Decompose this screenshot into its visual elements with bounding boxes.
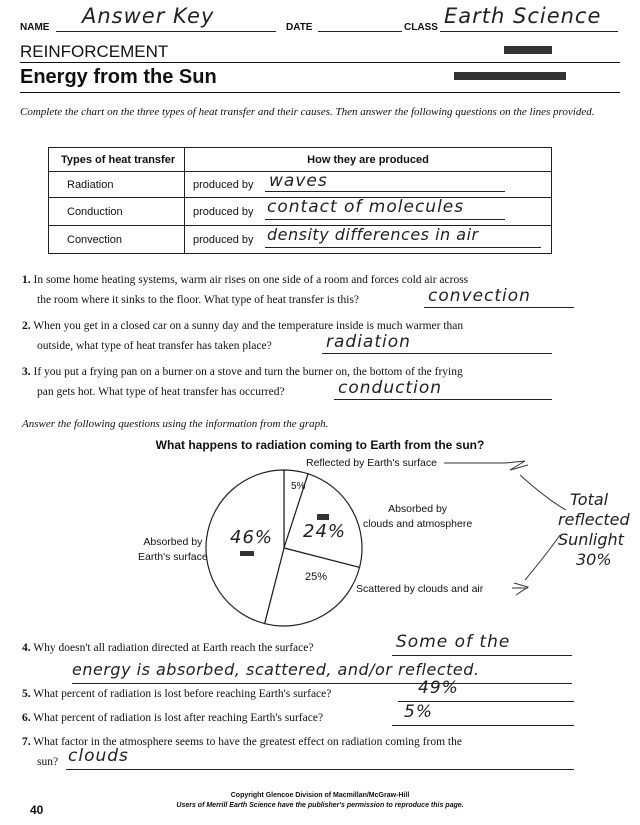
name-field[interactable] — [56, 4, 276, 32]
annotation-total-reflected: Total reflected Sunlight 30% — [558, 490, 630, 569]
question-6: 6. What percent of radiation is lost after reaching Earth's surface? 5% — [22, 712, 622, 724]
produced-by-label: produced by — [193, 233, 254, 246]
answer-value: waves — [269, 171, 328, 191]
answer-value: 5% — [404, 702, 433, 722]
slice-value-scattered: 25% — [305, 571, 328, 583]
question-text: sun? — [37, 756, 59, 768]
answer-value: convection — [428, 286, 531, 306]
answer-field[interactable] — [265, 225, 541, 248]
name-value: Answer Key — [82, 4, 215, 28]
label-absorbed-earth: Absorbed by Earth's surface — [138, 536, 208, 563]
table-cell-produced — [185, 198, 552, 226]
produced-by-label: produced by — [193, 178, 254, 191]
annotation-brace-bottom — [525, 535, 560, 580]
answer-value: conduction — [338, 378, 442, 398]
question-1: 1. In some home heating systems, warm air rises on one side of a room and forces cold air across the room where it sinks to the floor. What type of heat transfer is this? convection — [22, 274, 622, 306]
answer-value: energy is absorbed, scattered, and/or reflected. — [72, 660, 480, 679]
question-text: In some home heating systems, warm air rises on one side of a room and forces cold air across — [33, 274, 469, 286]
redacted-chapter-mark — [504, 46, 552, 54]
question-text: pan gets hot. What type of heat transfer has occurred? — [37, 386, 285, 398]
label-scattered: Scattered by clouds and air — [356, 583, 484, 595]
table-row — [49, 198, 552, 226]
heat-transfer-table — [48, 147, 552, 254]
instructions: Complete the chart on the three types of heat transfer and their causes. Then answer the following questions on the lines provided. — [20, 106, 595, 118]
table-cell-produced — [185, 226, 552, 254]
page-title: Energy from the Sun — [20, 66, 217, 88]
question-5: 5. What percent of radiation is lost before reaching Earth's surface? 49% — [22, 688, 622, 700]
answer-value: density differences in air — [267, 225, 479, 244]
name-label: NAME — [20, 22, 50, 33]
label-absorbed-clouds: Absorbed by clouds and atmosphere — [363, 503, 473, 530]
date-label: DATE — [286, 22, 313, 33]
class-value: Earth Science — [444, 4, 602, 28]
answer-value: clouds — [68, 746, 129, 766]
annotation-brace-top — [520, 475, 566, 510]
pointer-arrow-scattered — [514, 583, 528, 595]
slice-value-reflected: 5% — [291, 481, 306, 492]
chart-title: What happens to radiation coming to Earth from the sun? — [155, 438, 485, 452]
title-rule — [20, 92, 620, 93]
question-2: 2. When you get in a closed car on a sunny day and the temperature inside is much warmer than outside, what type of heat transfer has taken place? radiation — [22, 320, 622, 352]
answer-field[interactable] — [66, 746, 574, 770]
question-text: When you get in a closed car on a sunny day and the temperature inside is much warmer than — [33, 320, 464, 332]
answer-field[interactable] — [322, 334, 552, 354]
copyright-text: Copyright Glencoe Division of Macmillan/McGraw-Hill — [230, 792, 410, 799]
question-text: What percent of radiation is lost after reaching Earth's surface? — [33, 712, 324, 724]
answer-field[interactable] — [334, 380, 552, 400]
class-field[interactable] — [440, 4, 618, 32]
graph-instructions: Answer the following questions using the information from the graph. — [22, 418, 329, 430]
answer-value: 49% — [418, 678, 459, 698]
question-text: Why doesn't all radiation directed at Earth reach the surface? — [33, 642, 314, 654]
answer-field[interactable] — [424, 288, 574, 308]
question-text: the room where it sinks to the floor. What type of heat transfer is this? — [37, 294, 360, 306]
pointer-arrow-reflected — [505, 461, 528, 470]
header-rule — [20, 62, 620, 63]
question-4: 4. Why doesn't all radiation directed at Earth reach the surface? Some of the energy is absorbed, scattered, and/or reflected. — [22, 642, 622, 684]
class-label: CLASS — [404, 22, 438, 33]
produced-by-label: produced by — [193, 205, 254, 218]
label-reflected: Reflected by Earth's surface — [306, 457, 437, 469]
redacted-text-mark — [454, 72, 566, 80]
redacted-mark — [317, 514, 329, 520]
date-field[interactable] — [318, 14, 402, 32]
table-row — [49, 172, 552, 198]
answer-field[interactable] — [72, 660, 572, 684]
question-3: 3. If you put a frying pan on a burner on a stove and turn the burner on, the bottom of the frying pan gets hot. What type of heat transfer has occurred? conduction — [22, 366, 622, 398]
page-number: 40 — [30, 803, 44, 817]
table-header-produced: How they are produced — [185, 148, 552, 172]
answer-field[interactable] — [392, 634, 572, 656]
table-cell-type: Convection — [49, 226, 185, 254]
table-header-type: Types of heat transfer — [49, 148, 185, 172]
answer-field[interactable] — [265, 171, 505, 192]
table-cell-type: Radiation — [49, 172, 185, 198]
question-text: What percent of radiation is lost before reaching Earth's surface? — [33, 688, 332, 700]
answer-field[interactable] — [398, 678, 574, 702]
question-text: What factor in the atmosphere seems to have the greatest effect on radiation coming from the — [33, 736, 462, 748]
answer-value: Some of the — [396, 632, 511, 652]
copyright-block — [0, 791, 640, 811]
question-text: If you put a frying pan on a burner on a stove and turn the burner on, the bottom of the frying — [33, 366, 463, 378]
answer-field[interactable] — [265, 197, 505, 220]
section-label: REINFORCEMENT — [20, 42, 169, 61]
slice-value-absorbed-clouds: 24% — [303, 521, 347, 542]
redacted-mark — [240, 551, 254, 556]
table-cell-produced — [185, 172, 552, 198]
table-row — [49, 226, 552, 254]
answer-value: radiation — [326, 332, 411, 352]
table-cell-type: Conduction — [49, 198, 185, 226]
answer-field[interactable] — [392, 702, 574, 726]
slice-value-absorbed-earth: 46% — [230, 527, 274, 548]
question-7: 7. What factor in the atmosphere seems to have the greatest effect on radiation coming from the sun? clouds — [22, 736, 622, 768]
permission-text: Users of Merrill Earth Science have the publisher's permission to reproduce this page. — [176, 802, 464, 809]
answer-value: contact of molecules — [267, 197, 465, 217]
pie-chart — [0, 455, 640, 635]
question-text: outside, what type of heat transfer has taken place? — [37, 340, 272, 352]
